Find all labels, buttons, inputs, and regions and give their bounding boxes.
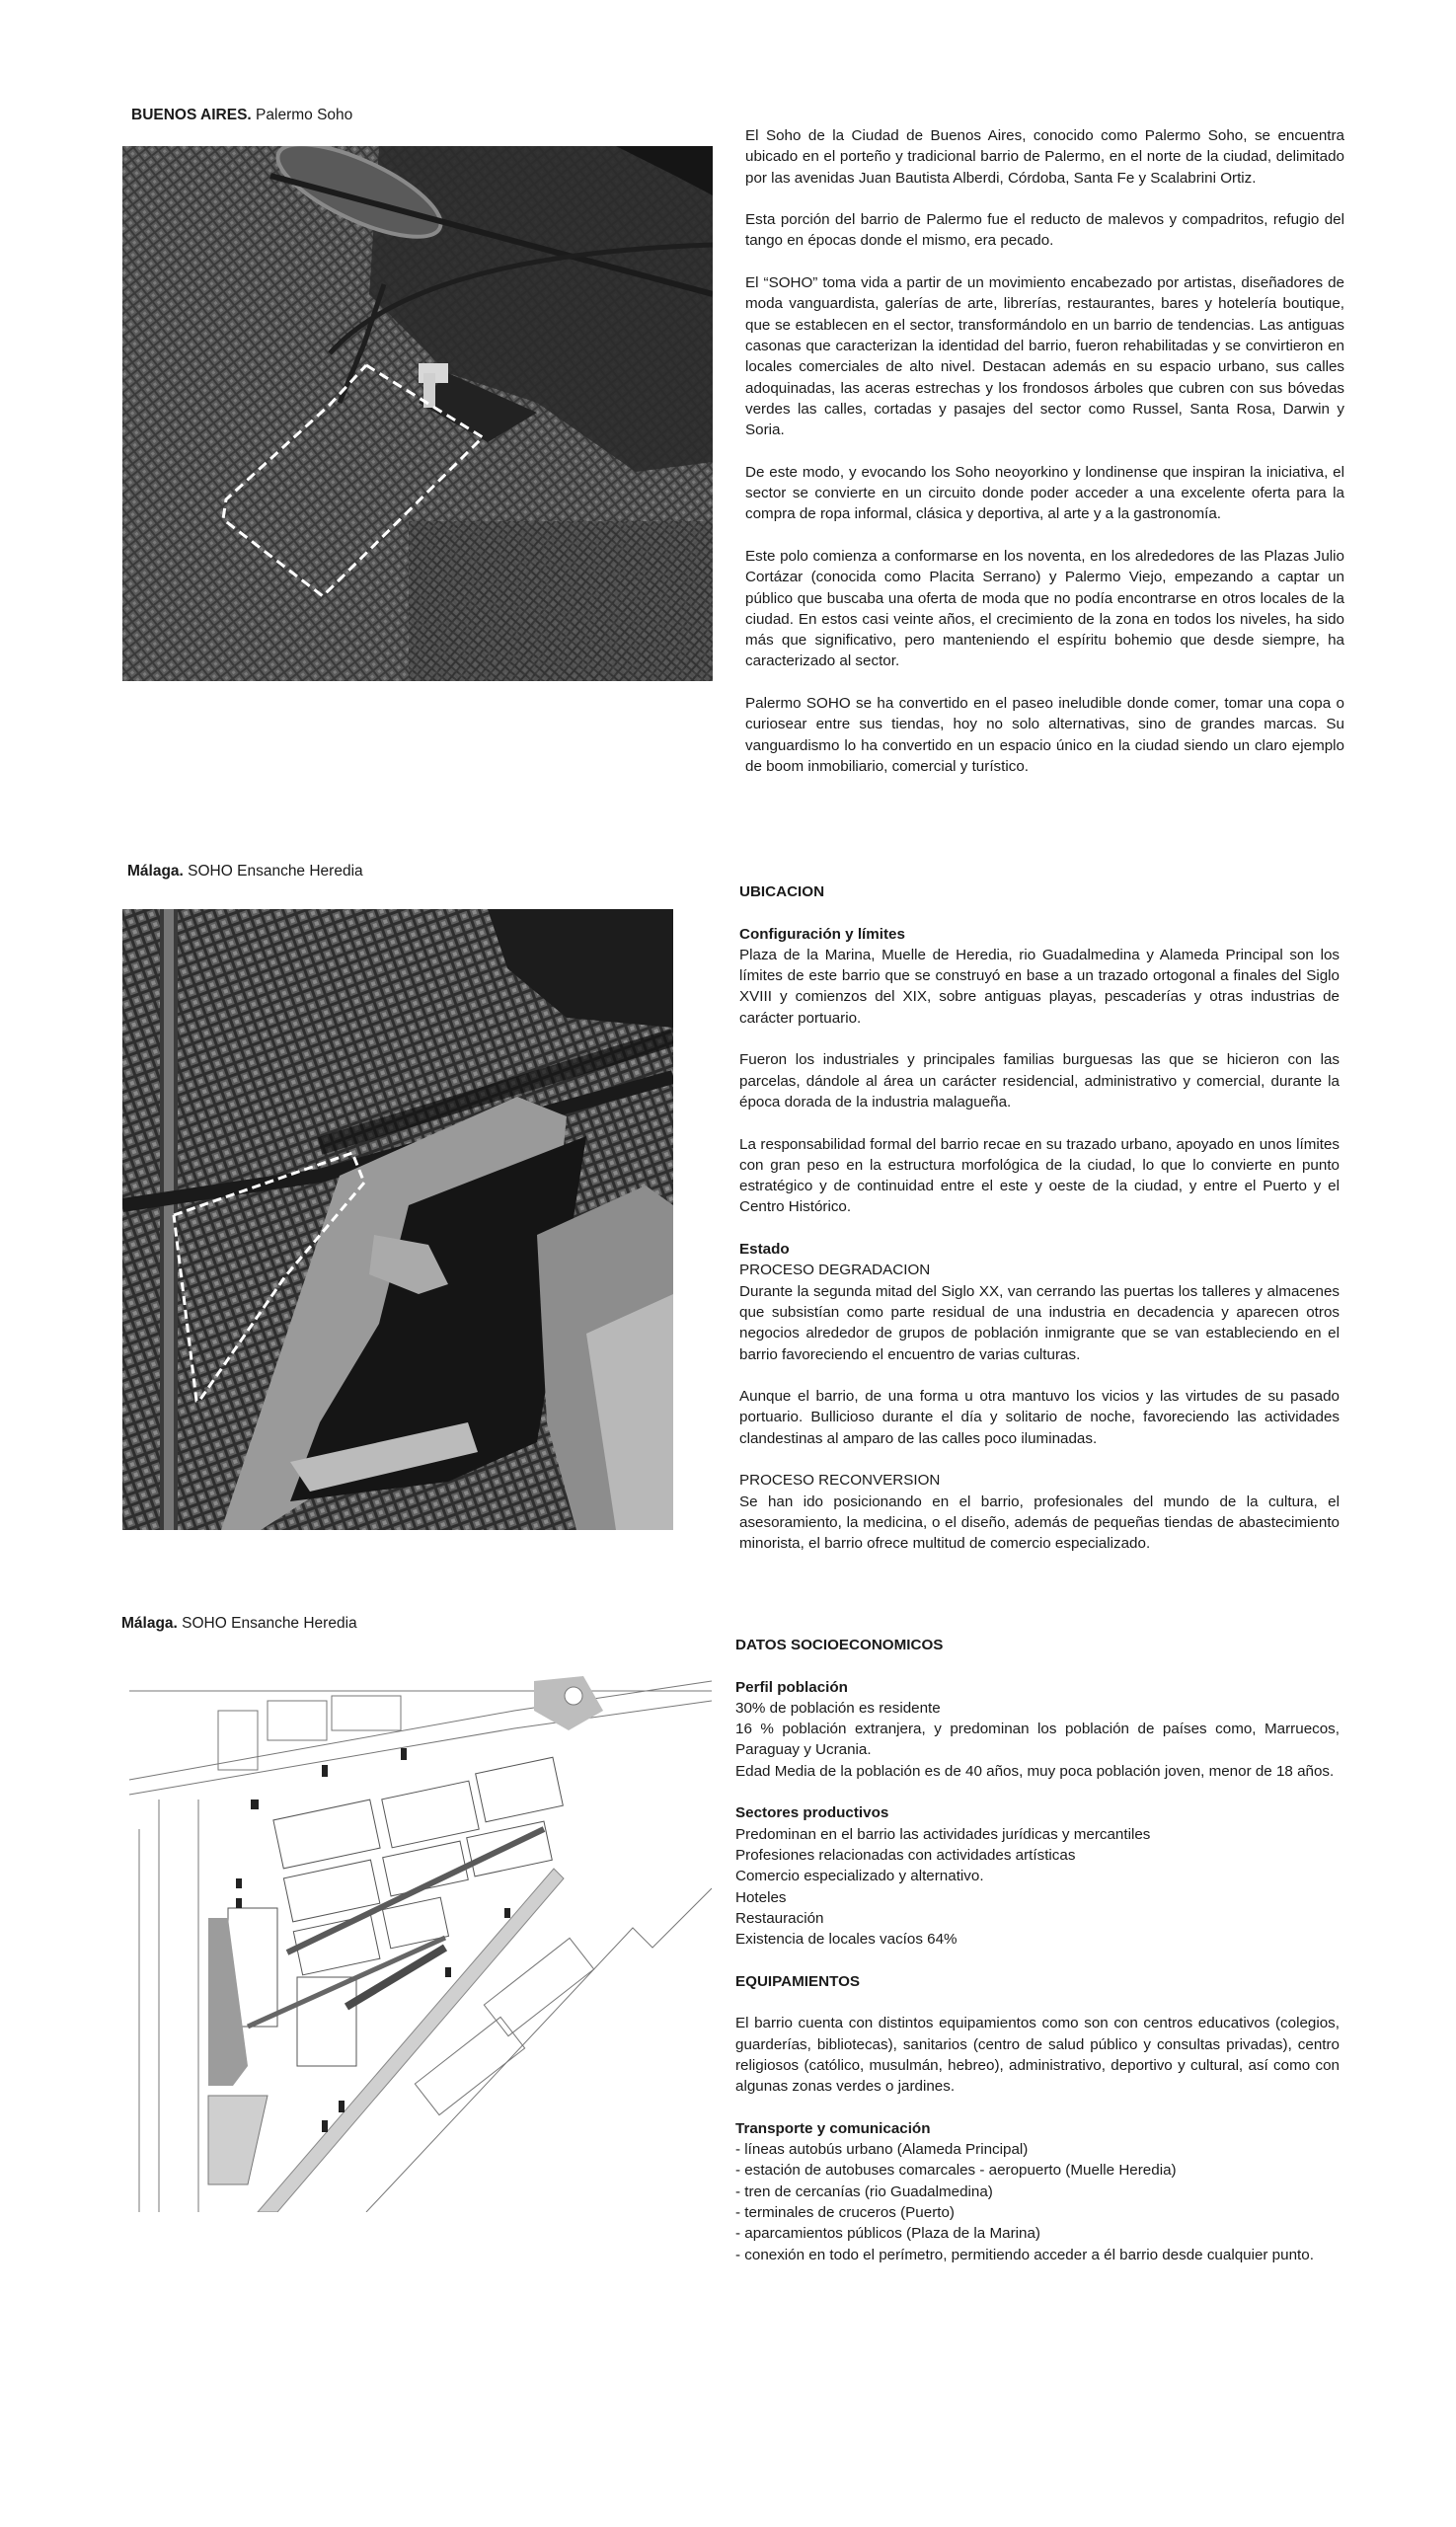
- list-line: - estación de autobuses comarcales - aeropuerto (Muelle Heredia): [735, 2162, 1177, 2180]
- paragraph: Palermo SOHO se ha convertido en el paseo ineludible donde comer, tomar una copa o curiosear entre sus tiendas, hoy no solo alternativas, sino de grandes marcas. Su vanguardismo lo ha convertido en un espacio único en la ciudad siendo un claro ejemplo de boom inmobiliario, comercial y turístico.: [745, 695, 1344, 775]
- paragraph: La responsabilidad formal del barrio recae en su trazado urbano, apoyado en unos límites con gran peso en la estructura morfológica de la ciudad, lo que lo convierte en punto estratégico y de continuidad entre el este y oeste de la ciudad, y entre el Puerto y el Centro Histórico.: [739, 1135, 1340, 1216]
- paragraph: Aunque el barrio, de una forma u otra mantuvo los vicios y las virtudes de su pasado portuario. Bullicioso durante el día y solitario de noche, favoreciendo las actividades clandestinas al amparo de las calles poco iluminadas.: [739, 1388, 1340, 1447]
- subheading-sectores-productivos: Sectores productivos: [735, 1804, 889, 1822]
- caption-city: Málaga.: [121, 1615, 178, 1632]
- text-column-buenos-aires: [745, 125, 1344, 799]
- caption-city: Málaga.: [127, 863, 184, 880]
- caption-place: SOHO Ensanche Heredia: [177, 1615, 357, 1632]
- urban-plan-graphic: [119, 1671, 712, 2212]
- section-heading-datos-socioeconomicos: DATOS SOCIOECONOMICOS: [735, 1637, 944, 1653]
- paragraph: Esta porción del barrio de Palermo fue el reducto de malevos y compadritos, refugio del tango en épocas donde el mismo, era pecado.: [745, 211, 1344, 250]
- paragraph: El Soho de la Ciudad de Buenos Aires, conocido como Palermo Soho, se encuentra ubicado en el porteño y tradicional barrio de Palermo, en el norte de la ciudad, delimitado por las avenidas Juan Bautista Alberdi, Córdoba, Santa Fe y Scalabrini Ortiz.: [745, 127, 1344, 187]
- paragraph: Este polo comienza a conformarse en los noventa, en los alrededores de las Plazas Julio Cortázar (conocida como Placita Serrano) y Palermo Viejo, empezando a captar un público que buscaba una oferta de moda que no podía encontrarse en otros locales de la ciudad. En estos casi veinte años, el crecimiento de la zona en todos los niveles, ha sido más que significativo, pero manteniendo el espíritu bohemio que desde siempre, ha caracterizado al sector.: [745, 547, 1344, 670]
- caption-place: SOHO Ensanche Heredia: [183, 863, 363, 880]
- text-column-datos-socioeconomicos: [735, 1635, 1340, 2265]
- paragraph: Fueron los industriales y principales familias burguesas las que se hicieron con las parcelas, dándole al área un carácter residencial, administrativo y comercial, durante la época dorada de la industria malagueña.: [739, 1051, 1340, 1110]
- section-caption-malaga-plan: [121, 1614, 357, 1634]
- caption-place: Palermo Soho: [251, 107, 353, 123]
- list-line: Comercio especializado y alternativo.: [735, 1868, 984, 1885]
- paragraph: Se han ido posicionando en el barrio, profesionales del mundo de la cultura, el asesoramiento, la medicina, o el diseño, además de pequeñas tiendas de abastecimiento minorista, el barrio ofrece multitud de comercio especializado.: [739, 1493, 1340, 1553]
- subheading-perfil-poblacion: Perfil población: [735, 1678, 848, 1696]
- aerial-photo-palermo-soho: [122, 146, 713, 681]
- list-line: - terminales de cruceros (Puerto): [735, 2204, 955, 2222]
- paragraph: El “SOHO” toma vida a partir de un movimiento encabezado por artistas, diseñadores de moda vanguardista, galerías de arte, librerías, restaurantes, bares y hotelería boutique, que se establecen en el sector, transformándolo en un barrio de tendencias. Las antiguas casonas que caracterizan la identidad del barrio, fueron rehabilitadas y se convirtieron en locales comerciales de alto nivel. Destacan además en su espacio urbano, sus calles adoquinadas, las aceras estrechas y los frondosos árboles que cubren con sus bóvedas verdes las calles, cortadas y pasajes del sector como Russel, Santa Rosa, Darwin y Soria.: [745, 274, 1344, 439]
- list-line: Edad Media de la población es de 40 años, muy poca población joven, menor de 18 años.: [735, 1762, 1335, 1780]
- list-line: Restauración: [735, 1909, 824, 1927]
- aerial-photo-malaga-ensanche-heredia: [122, 909, 673, 1530]
- paragraph: El barrio cuenta con distintos equipamientos como son con centros educativos (colegios, guarderías, bibliotecas), sanitarios (centro de salud público y consultas privadas), centro religiosos (católico, musulmán, hebreo), administrativo, deportivo y cultural, así como con algunas zonas verdes o jardines.: [735, 2015, 1340, 2096]
- list-line: 30% de población es residente: [735, 1699, 941, 1717]
- paragraph: Durante la segunda mitad del Siglo XX, van cerrando las puertas los talleres y almacenes que subsistían como parte residual de una industria en decadencia y aparecen otros negocios alrededor de grupos de población inmigrante que se van estableciendo en el barrio favoreciendo el encuentro de varias culturas.: [739, 1282, 1340, 1363]
- text-column-ubicacion: [739, 881, 1340, 1575]
- subheading-configuracion: Configuración y límites: [739, 925, 905, 943]
- section-caption-buenos-aires: [131, 106, 352, 125]
- list-line: Hoteles: [735, 1888, 787, 1906]
- aerial-photo-graphic: [122, 146, 713, 681]
- subheading-estado: Estado: [739, 1241, 790, 1259]
- paragraph: De este modo, y evocando los Soho neoyorkino y londinense que inspiran la iniciativa, el sector se convierte en un circuito donde poder acceder a una excelente oferta para la compra de ropa informal, clásica y deportiva, al arte y a la gastronomía.: [745, 463, 1344, 523]
- section-caption-malaga-aerial: [127, 862, 363, 881]
- section-heading-ubicacion: UBICACION: [739, 883, 825, 900]
- label-proceso-reconversion: PROCESO RECONVERSION: [739, 1472, 941, 1490]
- list-line: - aparcamientos públicos (Plaza de la Marina): [735, 2225, 1040, 2243]
- list-line: Existencia de locales vacíos 64%: [735, 1931, 958, 1949]
- subheading-transporte: Transporte y comunicación: [735, 2119, 931, 2137]
- list-line: - tren de cercanías (rio Guadalmedina): [735, 2182, 993, 2200]
- section-heading-equipamientos: EQUIPAMIENTOS: [735, 1972, 861, 1990]
- list-line: - líneas autobús urbano (Alameda Principal): [735, 2141, 1029, 2159]
- list-line: - conexión en todo el perímetro, permitiendo acceder a él barrio desde cualquier punto.: [735, 2246, 1314, 2263]
- paragraph: Plaza de la Marina, Muelle de Heredia, rio Guadalmedina y Alameda Principal son los límites de este barrio que se construyó en base a un trazado ortogonal a finales del Siglo XVIII y comienzos del XIX, sobre antiguas playas, pescaderías y otras industrias de carácter portuario.: [739, 946, 1340, 1027]
- aerial-photo-graphic: [122, 909, 673, 1530]
- list-line: Profesiones relacionadas con actividades artísticas: [735, 1846, 1076, 1864]
- caption-city: BUENOS AIRES.: [131, 107, 252, 123]
- label-proceso-degradacion: PROCESO DEGRADACION: [739, 1262, 931, 1279]
- list-line: 16 % población extranjera, y predominan los población de países como, Marruecos, Paraguay y Ucrania.: [735, 1721, 1340, 1759]
- urban-plan-ensanche-heredia: [119, 1671, 712, 2212]
- list-line: Predominan en el barrio las actividades jurídicas y mercantiles: [735, 1825, 1151, 1843]
